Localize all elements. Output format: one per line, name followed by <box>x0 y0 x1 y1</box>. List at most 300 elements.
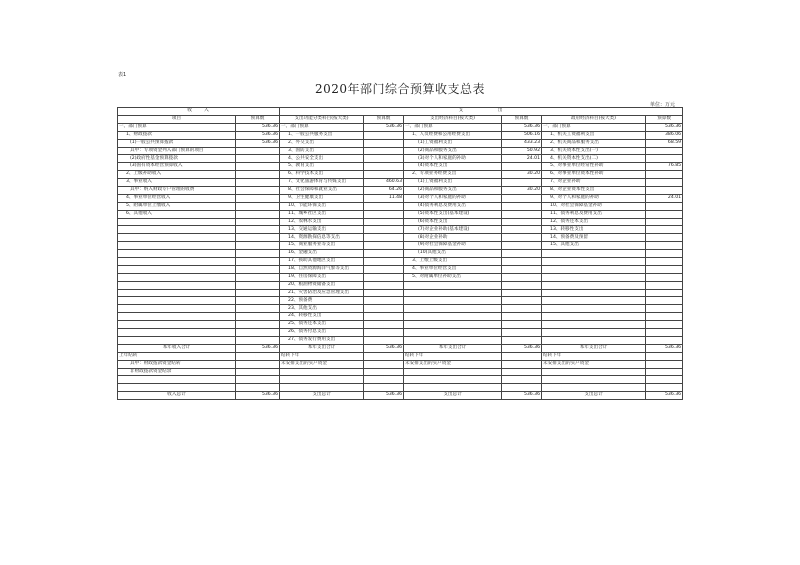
amount-cell <box>236 376 280 384</box>
item-cell: 非财政拨款资金结余 <box>118 368 236 376</box>
amount-cell <box>646 281 683 289</box>
item-cell: 6、其他收入 <box>118 210 236 218</box>
amount-cell <box>364 360 404 368</box>
item-cell: 其中：专项资金列入部门预算的项目 <box>118 147 236 155</box>
table-row <box>118 376 683 384</box>
amount-cell <box>236 305 280 313</box>
amount-cell <box>646 329 683 337</box>
table-row <box>118 368 683 376</box>
item-cell <box>118 336 236 344</box>
item-cell: 4、公共安全支出 <box>280 155 364 163</box>
amount-cell: 460.63 <box>364 179 404 187</box>
amount-cell <box>646 179 683 187</box>
item-cell <box>280 384 364 392</box>
item-cell: (1)工资福利支出 <box>404 179 502 187</box>
item-cell: 27、债务发行费用支出 <box>280 336 364 344</box>
amount-cell <box>502 352 542 360</box>
item-cell <box>542 297 646 305</box>
amount-cell <box>502 194 542 202</box>
table-row <box>118 242 683 250</box>
amount-cell <box>502 384 542 392</box>
item-cell: 未安排支出的实户资金 <box>542 360 646 368</box>
item-cell <box>404 289 502 297</box>
amount-cell: 536.36 <box>502 392 542 400</box>
amount-cell: 68.59 <box>646 139 683 147</box>
item-cell: 支出总计 <box>404 392 502 400</box>
amount-cell <box>502 321 542 329</box>
item-cell: 22、预备费 <box>280 297 364 305</box>
amount-cell <box>646 305 683 313</box>
amount-cell <box>364 155 404 163</box>
item-cell: 2、上级补助收入 <box>118 171 236 179</box>
amount-cell <box>364 336 404 344</box>
item-cell: (3)国有资本经营预算收入 <box>118 163 236 171</box>
amount-cell: 536.36 <box>364 392 404 400</box>
table-column-header <box>118 116 683 124</box>
amount-cell <box>502 179 542 187</box>
item-cell: (2)政府性基金预算拨款 <box>118 155 236 163</box>
amount-cell <box>502 360 542 368</box>
amount-cell <box>364 297 404 305</box>
item-cell <box>118 305 236 313</box>
amount-cell <box>236 273 280 281</box>
amount-cell <box>364 281 404 289</box>
amount-cell <box>646 321 683 329</box>
column-header: 项目 <box>118 116 236 124</box>
amount-cell <box>646 265 683 273</box>
table-row <box>118 202 683 210</box>
amount-cell <box>364 289 404 297</box>
table-row <box>118 179 683 187</box>
amount-cell: 536.36 <box>502 344 542 352</box>
amount-cell <box>236 258 280 266</box>
item-cell: 未安排支出的实户资金 <box>280 360 364 368</box>
item-cell <box>542 258 646 266</box>
amount-cell <box>502 226 542 234</box>
budget-table <box>117 107 683 400</box>
amount-cell <box>236 155 280 163</box>
amount-cell <box>646 336 683 344</box>
table-row <box>118 297 683 305</box>
amount-cell <box>646 218 683 226</box>
item-cell: (3)对个人和家庭的补助 <box>404 155 502 163</box>
item-cell: 23、其他支出 <box>280 305 364 313</box>
item-cell: 4、机关资本性支出(二) <box>542 155 646 163</box>
column-header: 预算数 <box>236 116 280 124</box>
amount-cell <box>502 163 542 171</box>
item-cell: 结转下年 <box>404 352 502 360</box>
amount-cell <box>364 305 404 313</box>
amount-cell <box>646 384 683 392</box>
amount-cell <box>236 147 280 155</box>
item-cell: 9、卫生健康支出 <box>280 194 364 202</box>
column-header: 支出经济科目(按大类) <box>404 116 502 124</box>
item-cell: 4、事业单位经营收入 <box>118 194 236 202</box>
amount-cell <box>502 368 542 376</box>
item-cell: (4)债务利息及费用支出 <box>404 202 502 210</box>
table-row <box>118 305 683 313</box>
amount-cell <box>236 329 280 337</box>
amount-cell <box>646 352 683 360</box>
item-cell: 10、节能环保支出 <box>280 202 364 210</box>
item-cell <box>542 368 646 376</box>
item-cell: 15、其他支出 <box>542 242 646 250</box>
item-cell: 上年结转 <box>118 352 236 360</box>
item-cell: 3、事业收入 <box>118 179 236 187</box>
page-title: 2020年部门综合预算收支总表 <box>314 82 486 96</box>
amount-cell <box>502 336 542 344</box>
item-cell <box>542 289 646 297</box>
item-cell: 7、对企业补助 <box>542 179 646 187</box>
amount-cell <box>236 265 280 273</box>
table-row <box>118 139 683 147</box>
amount-cell <box>646 273 683 281</box>
amount-cell <box>646 250 683 258</box>
table-row <box>118 163 683 171</box>
item-cell <box>118 258 236 266</box>
amount-cell <box>364 218 404 226</box>
item-cell: 8、社会保障和就业支出 <box>280 187 364 195</box>
amount-cell: 30.20 <box>502 171 542 179</box>
expenditure-group-header: 支 出 <box>280 108 683 116</box>
amount-cell <box>646 258 683 266</box>
item-cell <box>280 368 364 376</box>
amount-cell <box>646 234 683 242</box>
amount-cell: 30.20 <box>502 187 542 195</box>
item-cell: (8)对企业补助 <box>404 234 502 242</box>
item-cell: 26、债务付息支出 <box>280 329 364 337</box>
amount-cell: 536.36 <box>236 392 280 400</box>
item-cell <box>118 242 236 250</box>
item-cell: 支出总计 <box>280 392 364 400</box>
table-row <box>118 187 683 195</box>
amount-cell <box>364 258 404 266</box>
item-cell <box>118 265 236 273</box>
item-cell <box>118 329 236 337</box>
item-cell: 12、农林水支出 <box>280 218 364 226</box>
amount-cell <box>502 265 542 273</box>
item-cell: (10)其他支出 <box>404 250 502 258</box>
amount-cell <box>364 384 404 392</box>
amount-cell <box>236 297 280 305</box>
item-cell: 11、债务利息及费用支出 <box>542 210 646 218</box>
table-row <box>118 336 683 344</box>
amount-cell <box>364 265 404 273</box>
item-cell: 8、对企业资本性支出 <box>542 187 646 195</box>
amount-cell <box>364 131 404 139</box>
amount-cell: 536.36 <box>236 123 280 131</box>
item-cell <box>404 321 502 329</box>
amount-cell <box>502 210 542 218</box>
item-cell: 5、对附属单位补助支出 <box>404 273 502 281</box>
item-cell <box>542 329 646 337</box>
amount-cell <box>236 242 280 250</box>
amount-cell <box>502 281 542 289</box>
column-header: 政府经济科目(按大类) <box>542 116 646 124</box>
amount-cell <box>502 202 542 210</box>
item-cell: 9、对个人和家庭的补助 <box>542 194 646 202</box>
table-row <box>118 147 683 155</box>
amount-cell <box>364 352 404 360</box>
amount-cell <box>236 194 280 202</box>
item-cell <box>118 250 236 258</box>
amount-cell: 506.16 <box>502 131 542 139</box>
amount-cell: 11.48 <box>364 194 404 202</box>
amount-cell <box>236 234 280 242</box>
item-cell <box>118 321 236 329</box>
amount-cell <box>646 313 683 321</box>
amount-cell <box>364 147 404 155</box>
item-cell: (5)资本性支出(基本建设) <box>404 210 502 218</box>
item-cell <box>118 376 236 384</box>
amount-cell <box>646 147 683 155</box>
amount-cell <box>646 376 683 384</box>
item-cell: 4、事业单位经营支出 <box>404 265 502 273</box>
amount-cell <box>502 305 542 313</box>
item-cell <box>118 281 236 289</box>
item-cell: 3、国防支出 <box>280 147 364 155</box>
amount-cell <box>236 352 280 360</box>
amount-cell <box>646 360 683 368</box>
item-cell: (1)工资福利支出 <box>404 139 502 147</box>
item-cell <box>542 305 646 313</box>
item-cell <box>118 384 236 392</box>
table-row <box>118 352 683 360</box>
item-cell <box>404 305 502 313</box>
table-row <box>118 250 683 258</box>
amount-cell <box>236 336 280 344</box>
amount-cell <box>502 297 542 305</box>
item-cell: 其中：纳入财政专户管理的收费 <box>118 187 236 195</box>
amount-cell <box>236 368 280 376</box>
item-cell <box>118 273 236 281</box>
amount-cell: 386.06 <box>646 131 683 139</box>
table-row <box>118 281 683 289</box>
item-cell: (2)商品和服务支出 <box>404 147 502 155</box>
amount-cell <box>502 376 542 384</box>
item-cell <box>542 336 646 344</box>
item-cell: 7、文化旅游体育与传媒支出 <box>280 179 364 187</box>
item-cell: (6)资本性支出 <box>404 218 502 226</box>
item-cell: 一、部门预算 <box>280 123 364 131</box>
amount-cell <box>364 226 404 234</box>
amount-cell <box>364 139 404 147</box>
item-cell <box>118 226 236 234</box>
amount-cell <box>236 187 280 195</box>
table-row <box>118 265 683 273</box>
item-cell: 1、财政拨款 <box>118 131 236 139</box>
table-row <box>118 131 683 139</box>
item-cell <box>404 297 502 305</box>
amount-cell <box>364 321 404 329</box>
item-cell <box>542 281 646 289</box>
item-cell <box>404 384 502 392</box>
table-row <box>118 226 683 234</box>
amount-cell <box>364 171 404 179</box>
amount-cell: 24.01 <box>646 194 683 202</box>
amount-cell <box>364 163 404 171</box>
item-cell <box>542 265 646 273</box>
amount-cell <box>502 329 542 337</box>
amount-cell <box>502 234 542 242</box>
item-cell <box>118 297 236 305</box>
amount-cell <box>236 218 280 226</box>
item-cell: 一、部门预算 <box>118 123 236 131</box>
item-cell: 1、人员经费和公用经费支出 <box>404 131 502 139</box>
table-row <box>118 392 683 400</box>
item-cell: 14、资源勘探信息等支出 <box>280 234 364 242</box>
table-group-header <box>118 108 683 116</box>
item-cell: 11、城乡社区支出 <box>280 210 364 218</box>
table-row <box>118 258 683 266</box>
amount-cell <box>364 202 404 210</box>
table-row <box>118 123 683 131</box>
item-cell: (3)对个人和家庭的补助 <box>404 194 502 202</box>
item-cell: (7)对企业补助(基本建设) <box>404 226 502 234</box>
table-row <box>118 234 683 242</box>
item-cell: 2、专项业务经费支出 <box>404 171 502 179</box>
amount-cell <box>502 313 542 321</box>
amount-cell <box>502 218 542 226</box>
amount-cell <box>236 321 280 329</box>
item-cell: 19、住房保障支出 <box>280 273 364 281</box>
amount-cell <box>236 281 280 289</box>
amount-cell <box>646 226 683 234</box>
item-cell: 18、自然资源海洋气象等支出 <box>280 265 364 273</box>
amount-cell <box>646 368 683 376</box>
item-cell: 3、机关资本性支出(一) <box>542 147 646 155</box>
unit-label: 单位：万元 <box>650 102 676 108</box>
item-cell <box>118 218 236 226</box>
item-cell: 14、预备费及预留 <box>542 234 646 242</box>
item-cell <box>118 313 236 321</box>
amount-cell: 536.36 <box>646 344 683 352</box>
table-row <box>118 344 683 352</box>
amount-cell <box>364 376 404 384</box>
item-cell: 15、商业服务业等支出 <box>280 242 364 250</box>
item-cell: 24、转移性支出 <box>280 313 364 321</box>
item-cell <box>404 376 502 384</box>
item-cell: 本年收入合计 <box>118 344 236 352</box>
item-cell: 未安排支出的实户资金 <box>404 360 502 368</box>
amount-cell <box>236 210 280 218</box>
table-row <box>118 155 683 163</box>
item-cell: (4)资本性支出 <box>404 163 502 171</box>
amount-cell <box>236 313 280 321</box>
amount-cell: 24.01 <box>502 155 542 163</box>
item-cell: 支出总计 <box>542 392 646 400</box>
amount-cell <box>502 273 542 281</box>
amount-cell <box>236 163 280 171</box>
item-cell <box>118 234 236 242</box>
amount-cell <box>364 313 404 321</box>
amount-cell: 536.36 <box>364 123 404 131</box>
item-cell <box>542 313 646 321</box>
amount-cell <box>364 242 404 250</box>
item-cell: 本年支出合计 <box>280 344 364 352</box>
table-row <box>118 210 683 218</box>
column-header: 支出功能分类科目(按大类) <box>280 116 364 124</box>
item-cell: 1、一般公共服务支出 <box>280 131 364 139</box>
item-cell: 2、机关商品和服务支出 <box>542 139 646 147</box>
item-cell: 收入总计 <box>118 392 236 400</box>
item-cell: (9)对社会保障基金补助 <box>404 242 502 250</box>
item-cell: 一、部门预算 <box>404 123 502 131</box>
amount-cell <box>236 179 280 187</box>
item-cell: 20、粮油物资储备支出 <box>280 281 364 289</box>
amount-cell: 536.36 <box>646 123 683 131</box>
document-tag: 表1 <box>118 72 127 78</box>
item-cell <box>404 336 502 344</box>
item-cell: 21、灾害防治及应急管理支出 <box>280 289 364 297</box>
amount-cell: 50.92 <box>502 147 542 155</box>
item-cell: 5、对事业单位经常性补助 <box>542 163 646 171</box>
amount-cell: 536.36 <box>364 344 404 352</box>
table-row <box>118 194 683 202</box>
amount-cell <box>236 202 280 210</box>
income-group-header: 收 入 <box>118 108 280 116</box>
amount-cell <box>646 155 683 163</box>
item-cell <box>404 329 502 337</box>
item-cell <box>404 368 502 376</box>
amount-cell <box>502 258 542 266</box>
item-cell <box>542 384 646 392</box>
item-cell: 5、教育支出 <box>280 163 364 171</box>
table-row <box>118 384 683 392</box>
item-cell: (1)一般公共预算拨款 <box>118 139 236 147</box>
amount-cell <box>364 250 404 258</box>
amount-cell <box>236 289 280 297</box>
amount-cell: 536.36 <box>236 139 280 147</box>
table-row <box>118 171 683 179</box>
item-cell: 6、对事业单位资本性补助 <box>542 171 646 179</box>
amount-cell <box>646 202 683 210</box>
amount-cell <box>364 234 404 242</box>
item-cell <box>404 281 502 289</box>
item-cell: 1、机关工资福利支出 <box>542 131 646 139</box>
amount-cell <box>502 289 542 297</box>
item-cell: 2、外交支出 <box>280 139 364 147</box>
item-cell: 5、附属单位上缴收入 <box>118 202 236 210</box>
amount-cell <box>646 242 683 250</box>
column-header: 预算数 <box>502 116 542 124</box>
amount-cell <box>364 329 404 337</box>
amount-cell <box>646 297 683 305</box>
amount-cell <box>646 187 683 195</box>
item-cell: 其中：财政拨款资金结转 <box>118 360 236 368</box>
amount-cell <box>236 226 280 234</box>
table-row <box>118 313 683 321</box>
amount-cell <box>364 273 404 281</box>
amount-cell: 536.36 <box>236 344 280 352</box>
amount-cell <box>236 384 280 392</box>
item-cell: 17、援助其他地区支出 <box>280 258 364 266</box>
table-row <box>118 321 683 329</box>
item-cell <box>404 313 502 321</box>
item-cell: 本年支出合计 <box>542 344 646 352</box>
table-row <box>118 329 683 337</box>
item-cell: 一、部门预算 <box>542 123 646 131</box>
column-header: 预算数 <box>364 116 404 124</box>
amount-cell <box>236 250 280 258</box>
item-cell: 结转下年 <box>542 352 646 360</box>
amount-cell <box>646 171 683 179</box>
item-cell <box>542 273 646 281</box>
amount-cell <box>502 242 542 250</box>
amount-cell: 536.36 <box>502 123 542 131</box>
item-cell: 13、交通运输支出 <box>280 226 364 234</box>
amount-cell <box>646 289 683 297</box>
